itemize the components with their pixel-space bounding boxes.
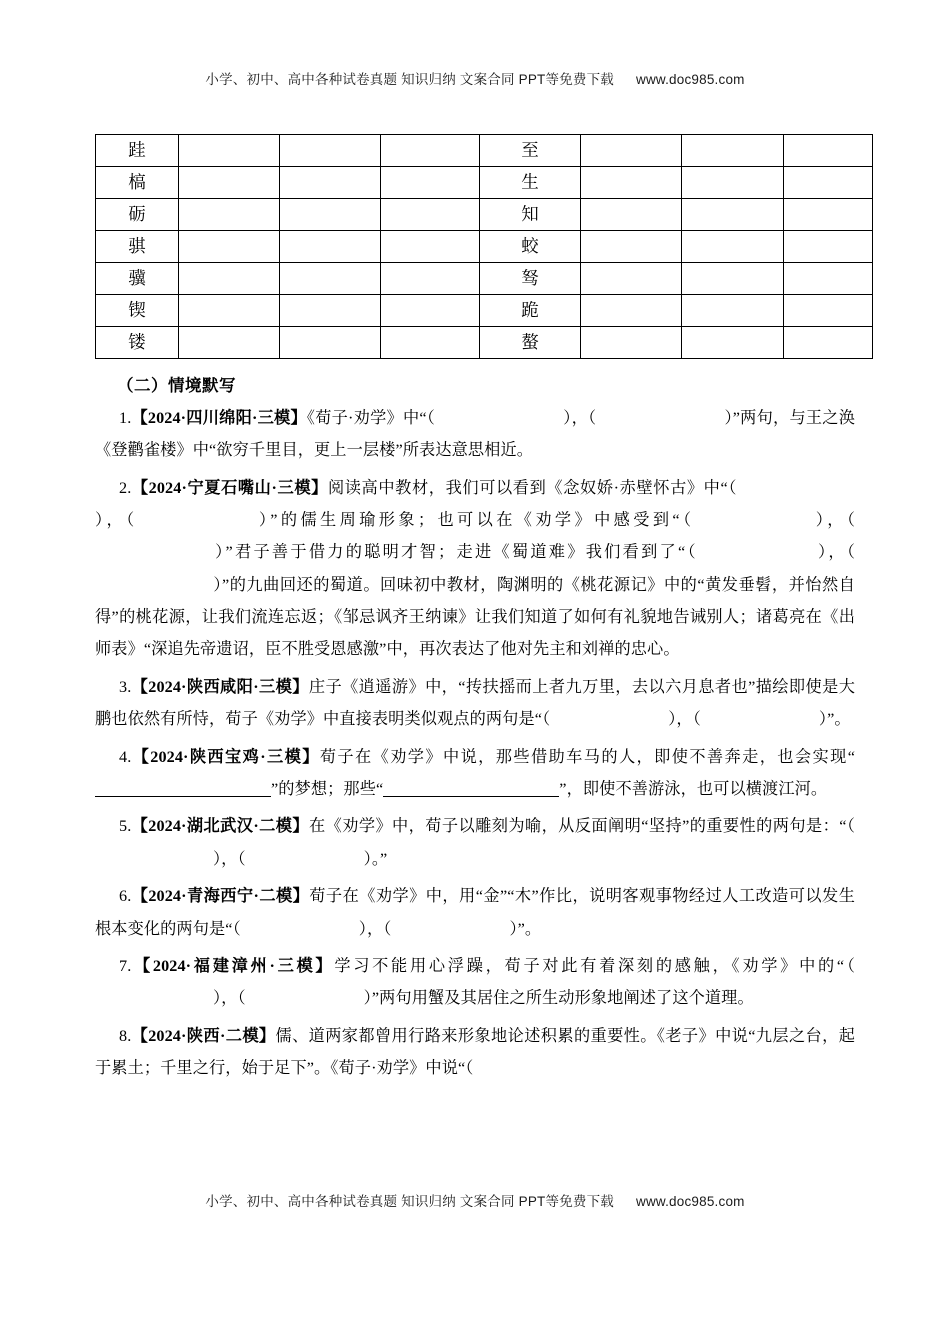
table-cell-blank[interactable] [682, 199, 784, 231]
question-4-text-part1: 荀子在《劝学》中说，那些借助车马的人，即使不善奔走，也会实现“ [319, 747, 855, 766]
table-cell-blank[interactable] [179, 263, 280, 295]
question-4 [95, 741, 855, 805]
table-row [96, 135, 873, 167]
question-5 [95, 810, 855, 874]
table-cell-blank[interactable] [682, 231, 784, 263]
table-cell-blank[interactable] [381, 135, 480, 167]
table-cell-blank[interactable] [581, 263, 682, 295]
question-3-text-part1: 庄子《逍遥游》中，“抟扶摇而上者九万里，去以六月息者也”描绘即使是大鹏也依然有所恃，荀子《劝学》中直接表明类似观点的两句是“（ [95, 677, 855, 728]
question-6-text-part1: 荀子在《劝学》中，用“金”“木”作比，说明客观事物经过人工改造可以发生根本变化的两句是“（ [95, 887, 855, 938]
table-cell-blank[interactable] [682, 263, 784, 295]
table-cell-char: 跪 [480, 295, 581, 327]
page-footer [0, 1190, 950, 1210]
table-cell-blank[interactable] [280, 263, 381, 295]
table-cell-blank[interactable] [280, 231, 381, 263]
questions-section [95, 372, 855, 1085]
question-7-number: 7. [119, 957, 132, 976]
table-cell-char: 砺 [96, 199, 179, 231]
table-cell-char: 锲 [96, 295, 179, 327]
question-1-text-part2: ），（ [563, 409, 597, 427]
table-row [96, 231, 873, 263]
question-5-source: 【2024·湖北武汉·二模】 [131, 817, 309, 836]
question-4-number: 4. [119, 747, 132, 766]
header-site-url: www.doc985.com [636, 72, 745, 87]
table-cell-char: 骥 [96, 263, 179, 295]
character-table [95, 134, 873, 359]
table-cell-char: 生 [480, 167, 581, 199]
table-cell-blank[interactable] [581, 167, 682, 199]
table-cell-blank[interactable] [179, 231, 280, 263]
table-cell-blank[interactable] [179, 167, 280, 199]
question-2 [95, 472, 855, 665]
table-cell-blank[interactable] [280, 199, 381, 231]
question-4-blank-1[interactable] [95, 778, 271, 797]
question-1-number: 1. [119, 409, 132, 427]
table-cell-blank[interactable] [581, 327, 682, 359]
table-row [96, 327, 873, 359]
question-6-number: 6. [119, 887, 132, 906]
table-row [96, 263, 873, 295]
table-cell-blank[interactable] [581, 231, 682, 263]
table-cell-blank[interactable] [280, 295, 381, 327]
table-cell-char: 骐 [96, 231, 179, 263]
table-row [96, 295, 873, 327]
question-3 [95, 671, 855, 735]
question-8-number: 8. [119, 1027, 132, 1046]
table-cell-blank[interactable] [179, 199, 280, 231]
question-7 [95, 950, 855, 1014]
question-7-text-part2: ），（ [213, 989, 246, 1008]
table-row [96, 167, 873, 199]
table-cell-blank[interactable] [784, 167, 873, 199]
table-cell-blank[interactable] [784, 135, 873, 167]
question-6-source: 【2024·青海西宁·二模】 [131, 887, 310, 906]
table-cell-blank[interactable] [682, 327, 784, 359]
table-cell-blank[interactable] [179, 135, 280, 167]
question-1-text-part1: 《荀子·劝学》中“（ [306, 409, 436, 427]
table-cell-char: 跬 [96, 135, 179, 167]
table-cell-blank[interactable] [784, 231, 873, 263]
table-cell-char: 螯 [480, 327, 581, 359]
question-3-text-part2: ），（ [668, 709, 701, 728]
question-3-text-part3: ）”。 [818, 709, 851, 728]
question-8-text-part1: 儒、道两家都曾用行路来形象地论述积累的重要性。《老子》中说“九层之台，起于累土；千里之行，始于足下”。《荀子·劝学》中说“（ [95, 1027, 855, 1078]
question-2-number: 2. [119, 478, 132, 497]
question-1-text-part3: ）”两句，与王之涣《登鹳雀楼》中“欲穷千里目，更上一层楼”所表达意思相近。 [95, 409, 856, 460]
table-cell-blank[interactable] [381, 199, 480, 231]
question-5-text-part1: 在《劝学》中，荀子以雕刻为喻，从反面阐明“坚持”的重要性的两句是：“（ [309, 817, 856, 836]
question-1-source: 【2024·四川绵阳·三模】 [131, 409, 307, 427]
table-cell-blank[interactable] [280, 167, 381, 199]
table-cell-blank[interactable] [381, 263, 480, 295]
question-6-text-part3: ）”。 [509, 919, 542, 938]
question-2-text-part6: ），（ [815, 543, 856, 562]
question-2-text-part1: 阅读高中教材，我们可以看到《念奴娇·赤壁怀古》中“（ [327, 478, 738, 497]
question-4-blank-2[interactable] [383, 778, 559, 797]
header-promo-text: 小学、初中、高中各种试卷真题 知识归纳 文案合同 PPT等免费下载 [205, 72, 614, 87]
question-4-text-part3: ”，即使不善游泳，也可以横渡江河。 [559, 779, 828, 798]
question-6 [95, 880, 855, 944]
question-7-text-part1: 学习不能用心浮躁，荀子对此有着深刻的感触，《劝学》中的“（ [334, 957, 855, 976]
table-cell-char: 蛟 [480, 231, 581, 263]
section-heading: （二）情境默写 [117, 376, 236, 395]
table-cell-blank[interactable] [581, 295, 682, 327]
question-1 [95, 402, 855, 466]
question-4-text-part2: ”的梦想；那些“ [271, 779, 384, 798]
table-cell-char: 至 [480, 135, 581, 167]
question-4-source: 【2024·陕西宝鸡·三模】 [131, 747, 320, 766]
table-cell-blank[interactable] [280, 135, 381, 167]
table-cell-blank[interactable] [682, 295, 784, 327]
question-7-text-part3: ）”两句用蟹及其居住之所生动形象地阐述了这个道理。 [363, 989, 754, 1008]
question-8-source: 【2024·陕西·二模】 [131, 1027, 276, 1046]
question-3-source: 【2024·陕西咸阳·三模】 [131, 677, 309, 696]
footer-promo-text: 小学、初中、高中各种试卷真题 知识归纳 文案合同 PPT等免费下载 [205, 1194, 614, 1209]
question-7-source: 【2024·福建漳州·三模】 [131, 957, 335, 976]
question-5-text-part3: ）。” [363, 849, 388, 868]
table-cell-blank[interactable] [784, 263, 873, 295]
question-2-text-part7: ）”的九曲回还的蜀道。回味初中教材，陶渊明的《桃花源记》中的“黄发垂髫，并怡然自得”的桃花源，让我们流连忘返；《邹忌讽齐王纳谏》让我们知道了如何有礼貌地告诫别人；诸葛亮在《出师表》“深追先帝遗诏，臣不胜受恩感激”中，再次表达了他对先主和刘禅的忠心。 [95, 575, 855, 658]
question-2-text-part5: ）”君子善于借力的聪明才智；走进《蜀道难》我们看到了“（ [213, 543, 698, 562]
table-cell-blank[interactable] [179, 295, 280, 327]
question-2-text-part3: ）”的儒生周瑜形象；也可以在《劝学》中感受到“（ [255, 511, 695, 530]
table-cell-char: 知 [480, 199, 581, 231]
table-cell-blank[interactable] [581, 135, 682, 167]
question-2-text-part2: ），（ [95, 511, 138, 530]
table-cell-blank[interactable] [381, 295, 480, 327]
table-row [96, 199, 873, 231]
page-header [0, 68, 950, 88]
question-8 [95, 1020, 855, 1084]
table-cell-blank[interactable] [179, 327, 280, 359]
footer-site-url: www.doc985.com [636, 1194, 745, 1209]
table-cell-blank[interactable] [682, 167, 784, 199]
question-6-text-part2: ），（ [358, 919, 392, 938]
table-cell-char: 槁 [96, 167, 179, 199]
table-cell-blank[interactable] [784, 295, 873, 327]
question-2-source: 【2024·宁夏石嘴山·三模】 [131, 478, 328, 497]
question-5-number: 5. [119, 817, 132, 836]
table-cell-blank[interactable] [784, 327, 873, 359]
table-cell-char: 驽 [480, 263, 581, 295]
table-cell-blank[interactable] [381, 231, 480, 263]
table-cell-char: 镂 [96, 327, 179, 359]
question-3-number: 3. [119, 677, 132, 696]
table-cell-blank[interactable] [581, 199, 682, 231]
table-cell-blank[interactable] [381, 167, 480, 199]
table-cell-blank[interactable] [381, 327, 480, 359]
table-cell-blank[interactable] [784, 199, 873, 231]
table-cell-blank[interactable] [280, 327, 381, 359]
question-2-text-part4: ），（ [812, 511, 855, 530]
question-5-text-part2: ），（ [213, 849, 246, 868]
table-cell-blank[interactable] [682, 135, 784, 167]
